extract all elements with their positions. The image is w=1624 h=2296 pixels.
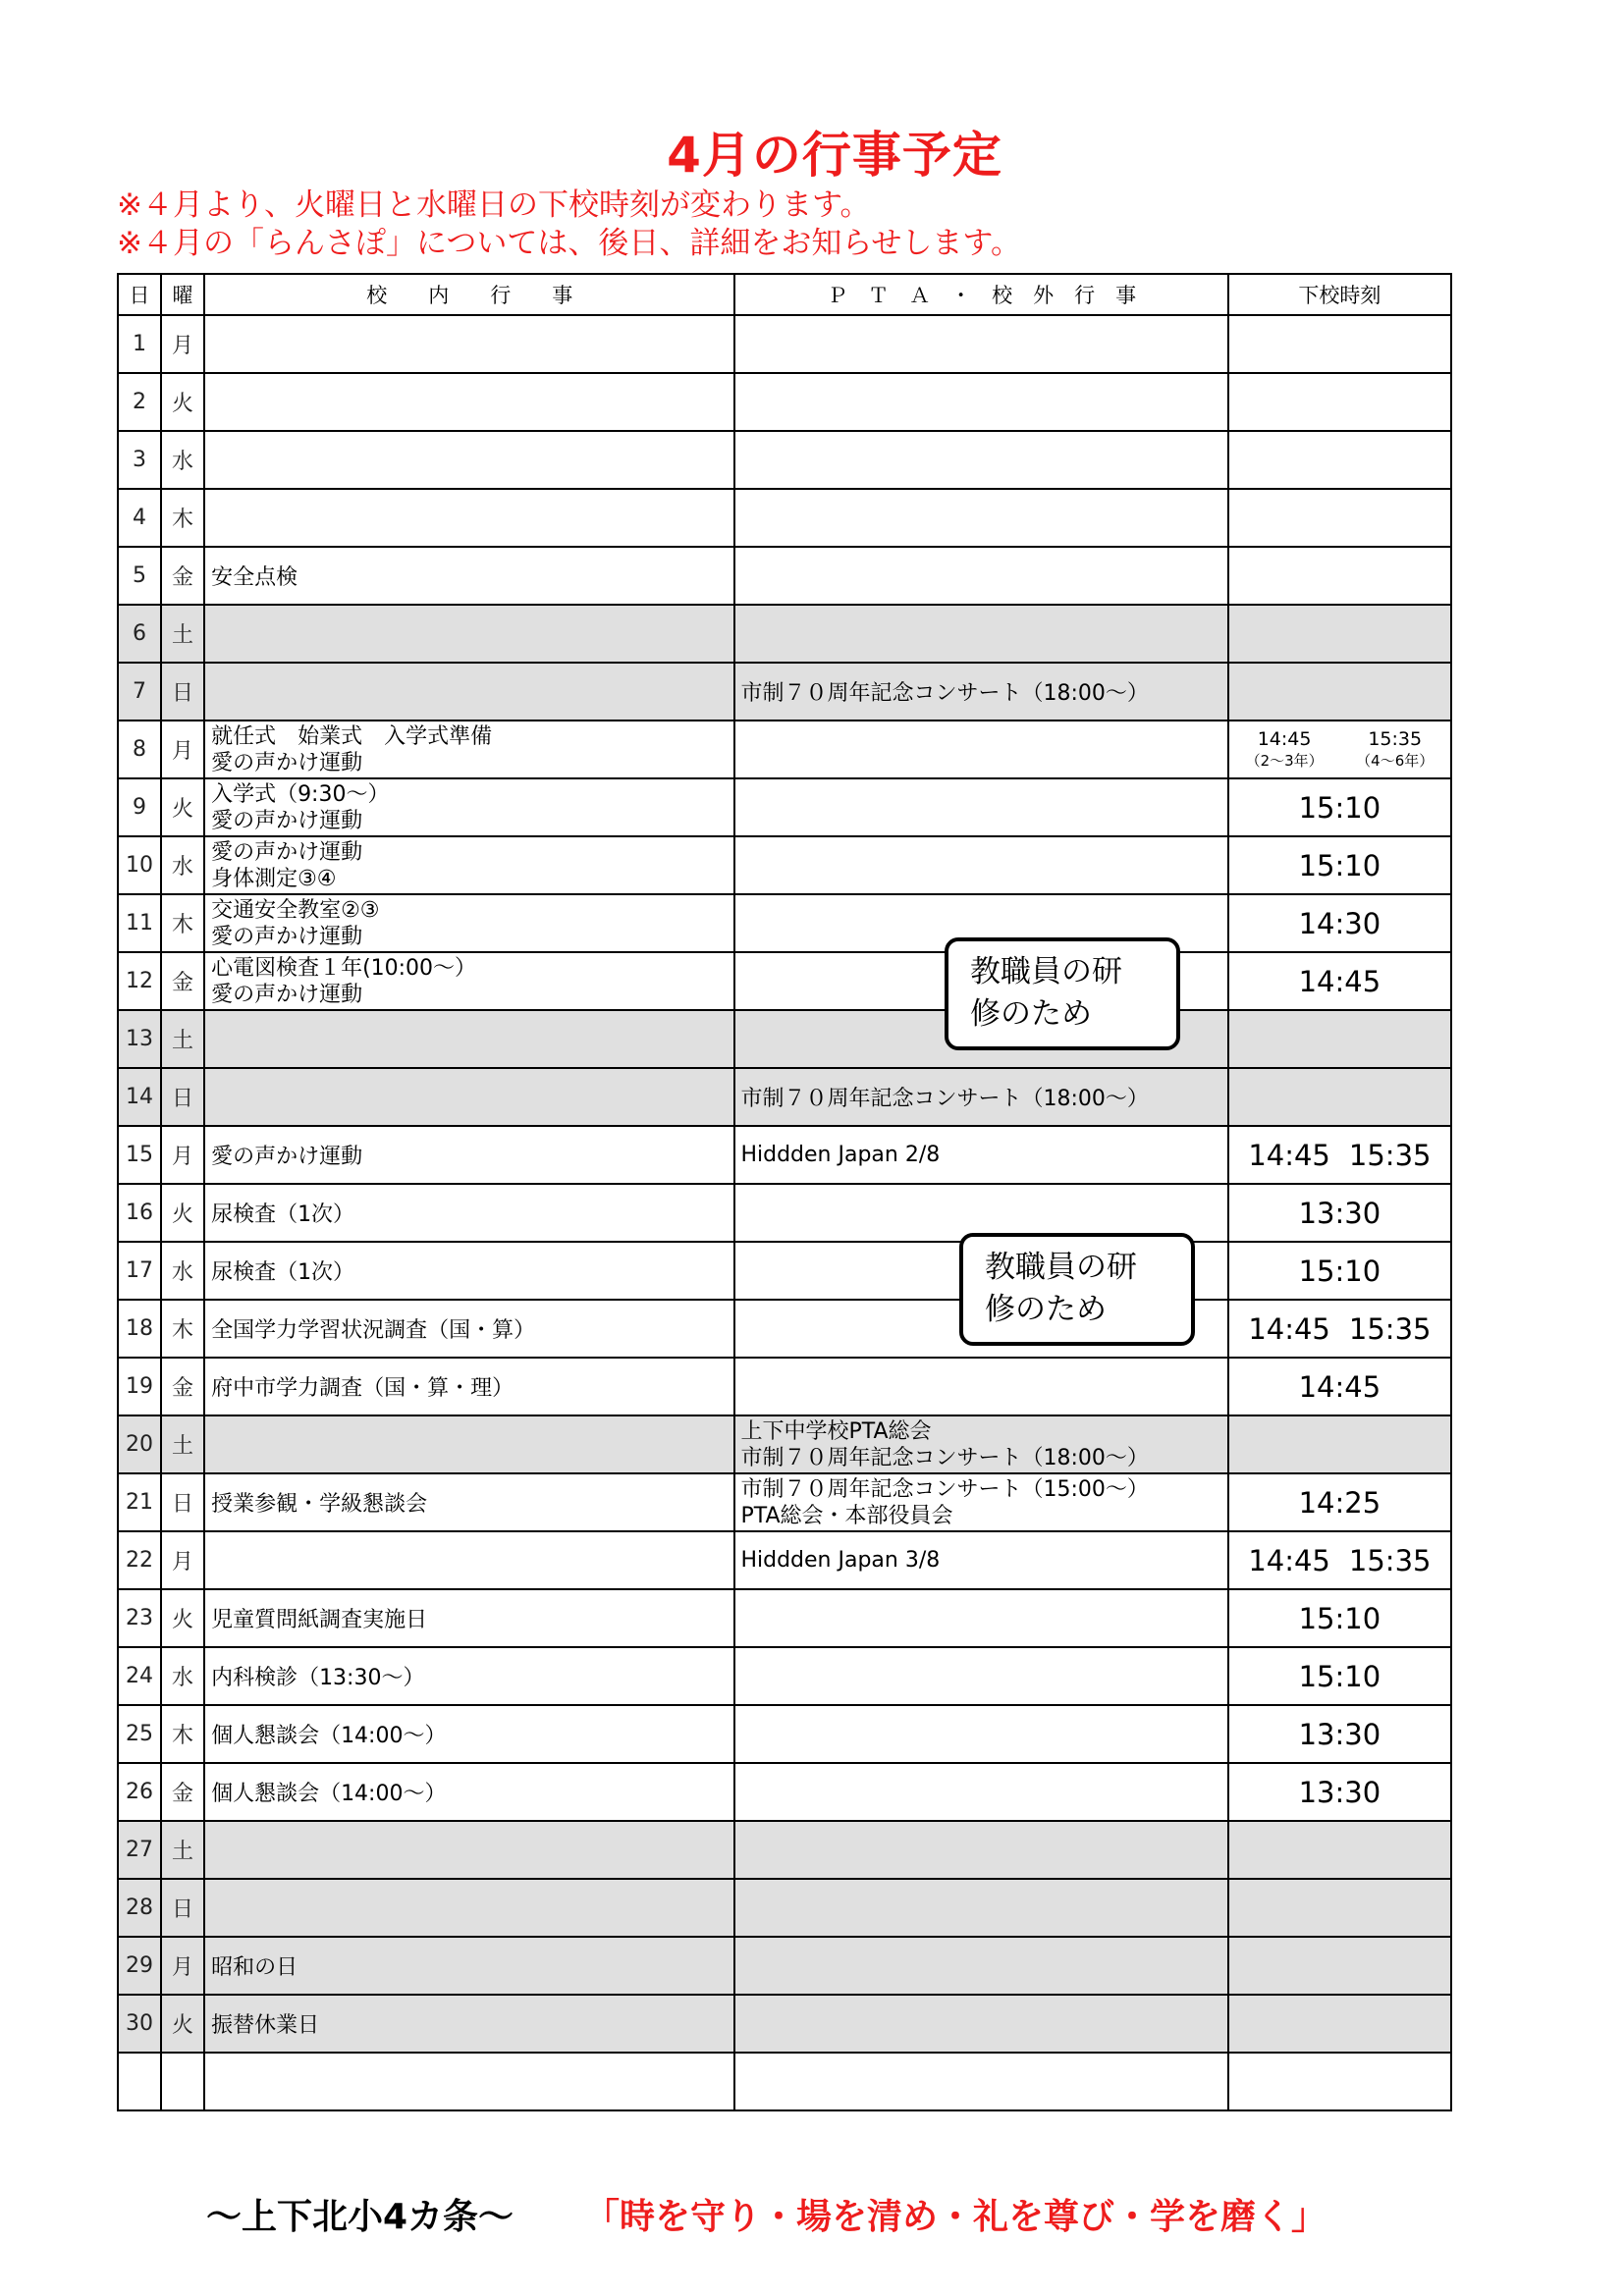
pta-event-cell xyxy=(734,1821,1227,1879)
event-text: 府中市学力調査（国・算・理） xyxy=(211,1376,514,1401)
dismissal-time-cell xyxy=(1228,1589,1451,1647)
school-event-cell xyxy=(204,1126,734,1184)
weekday-cell: 土 xyxy=(161,1010,204,1068)
school-event-cell xyxy=(204,315,734,373)
time-value: 15:10 xyxy=(1298,848,1381,882)
grade-time xyxy=(1356,728,1434,772)
weekday-cell: 金 xyxy=(161,952,204,1010)
school-event-cell xyxy=(204,836,734,894)
time-value: 13:30 xyxy=(1298,1196,1381,1230)
table-row xyxy=(118,1821,1451,1879)
table-row xyxy=(118,778,1451,836)
weekday-cell: 金 xyxy=(161,547,204,605)
header-pta-events: Ｐ Ｔ Ａ ・ 校 外 行 事 xyxy=(734,274,1227,315)
weekday-cell: 土 xyxy=(161,1415,204,1473)
day-cell: 14 xyxy=(118,1068,161,1126)
dismissal-time-cell xyxy=(1228,1763,1451,1821)
table-row xyxy=(118,836,1451,894)
dismissal-time-cell xyxy=(1228,1647,1451,1705)
day-cell: 6 xyxy=(118,605,161,663)
event-text: 市制７０周年記念コンサート（18:00～） xyxy=(740,681,1149,706)
event-text: 個人懇談会（14:00～） xyxy=(211,1782,447,1806)
day-cell: 9 xyxy=(118,778,161,836)
weekday-cell: 水 xyxy=(161,836,204,894)
event-text: PTA総会・本部役員会 xyxy=(740,1503,953,1528)
school-event-cell xyxy=(204,373,734,431)
weekday-cell xyxy=(161,2053,204,2110)
table-row xyxy=(118,489,1451,547)
day-cell: 2 xyxy=(118,373,161,431)
table-row xyxy=(118,605,1451,663)
event-text: 入学式（9:30～） xyxy=(211,781,390,807)
time-value: 13:30 xyxy=(1298,1717,1381,1751)
event-text: 市制７０周年記念コンサート（18:00～） xyxy=(740,1445,1149,1470)
time-value: 15:10 xyxy=(1298,1254,1381,1288)
weekday-cell: 月 xyxy=(161,315,204,373)
weekday-cell: 日 xyxy=(161,663,204,721)
event-text: 市制７０周年記念コンサート（18:00～） xyxy=(740,1087,1149,1111)
weekday-cell: 木 xyxy=(161,1300,204,1358)
grade-label: （2～3年） xyxy=(1245,751,1324,770)
day-cell: 17 xyxy=(118,1242,161,1300)
dismissal-time-cell xyxy=(1228,431,1451,489)
weekday-cell: 金 xyxy=(161,1763,204,1821)
callout-box xyxy=(959,1233,1195,1346)
dismissal-time-cell xyxy=(1228,836,1451,894)
dismissal-time-cell xyxy=(1228,2053,1451,2110)
callout-box xyxy=(945,937,1180,1050)
time-value: 14:45 xyxy=(1248,1138,1330,1172)
table-row xyxy=(118,1010,1451,1068)
school-event-cell xyxy=(204,1879,734,1937)
day-cell: 15 xyxy=(118,1126,161,1184)
day-cell: 22 xyxy=(118,1531,161,1589)
pta-event-cell xyxy=(734,1589,1227,1647)
dismissal-time-cell xyxy=(1228,1473,1451,1531)
event-text: 授業参観・学級懇談会 xyxy=(211,1492,428,1517)
event-text: 愛の声かけ運動 xyxy=(211,808,363,833)
header-dismissal-time: 下校時刻 xyxy=(1228,274,1451,315)
event-text: 愛の声かけ運動 xyxy=(211,924,363,949)
school-event-cell xyxy=(204,1184,734,1242)
notice-line: ※４月の「らんさぽ」については、後日、詳細をお知らせします。 xyxy=(117,226,1021,261)
event-text: 心電図検査１年(10:00～） xyxy=(211,955,477,981)
day-cell: 24 xyxy=(118,1647,161,1705)
schedule-body xyxy=(118,315,1451,2110)
day-cell: 21 xyxy=(118,1473,161,1531)
school-event-cell xyxy=(204,1531,734,1589)
weekday-cell: 日 xyxy=(161,1879,204,1937)
school-event-cell xyxy=(204,952,734,1010)
day-cell: 19 xyxy=(118,1358,161,1415)
weekday-cell: 木 xyxy=(161,894,204,952)
grade-label: （4～6年） xyxy=(1356,751,1435,770)
pta-event-cell xyxy=(734,1126,1227,1184)
table-header-row xyxy=(118,274,1451,315)
time-value: 15:35 xyxy=(1348,1311,1432,1346)
callout-text: 修のため xyxy=(970,996,1092,1032)
event-text: 振替休業日 xyxy=(211,2013,320,2038)
event-text: Hiddden Japan 2/8 xyxy=(740,1143,941,1167)
table-row xyxy=(118,663,1451,721)
event-text: 個人懇談会（14:00～） xyxy=(211,1724,447,1748)
time-value: 14:45 xyxy=(1298,964,1381,998)
pta-event-cell xyxy=(734,1531,1227,1589)
weekday-cell: 火 xyxy=(161,1184,204,1242)
pta-event-cell xyxy=(734,1879,1227,1937)
event-text: 尿検査（1次） xyxy=(211,1202,355,1227)
pta-event-cell xyxy=(734,1473,1227,1531)
day-cell: 13 xyxy=(118,1010,161,1068)
pta-event-cell xyxy=(734,1937,1227,1995)
event-text: 尿検査（1次） xyxy=(211,1260,355,1285)
dismissal-time-cell xyxy=(1228,1415,1451,1473)
pta-event-cell xyxy=(734,431,1227,489)
time-value: 13:30 xyxy=(1298,1775,1381,1809)
school-event-cell xyxy=(204,1473,734,1531)
footer-motto: 「時を守り・場を清め・礼を尊び・学を磨く」 xyxy=(584,2197,1327,2237)
event-text: 身体測定③④ xyxy=(211,866,337,891)
time-value: 15:35 xyxy=(1368,727,1423,750)
day-cell: 23 xyxy=(118,1589,161,1647)
school-event-cell xyxy=(204,894,734,952)
dismissal-time-cell xyxy=(1228,605,1451,663)
school-event-cell xyxy=(204,1821,734,1879)
day-cell: 16 xyxy=(118,1184,161,1242)
dismissal-time-cell xyxy=(1228,1010,1451,1068)
event-text: 愛の声かけ運動 xyxy=(211,750,363,775)
pta-event-cell xyxy=(734,605,1227,663)
time-value: 15:10 xyxy=(1298,1659,1381,1693)
school-event-cell xyxy=(204,663,734,721)
pta-event-cell xyxy=(734,1647,1227,1705)
day-cell: 25 xyxy=(118,1705,161,1763)
pta-event-cell xyxy=(734,1705,1227,1763)
table-row xyxy=(118,1705,1451,1763)
event-text: 上下中学校PTA総会 xyxy=(740,1418,932,1444)
day-cell: 30 xyxy=(118,1995,161,2053)
day-cell: 10 xyxy=(118,836,161,894)
time-value: 14:30 xyxy=(1298,906,1381,940)
table-row xyxy=(118,721,1451,778)
dismissal-time-cell xyxy=(1228,1879,1451,1937)
school-event-cell xyxy=(204,1415,734,1473)
school-event-cell xyxy=(204,1995,734,2053)
dismissal-time-cell xyxy=(1228,894,1451,952)
table-row xyxy=(118,373,1451,431)
table-row xyxy=(118,1763,1451,1821)
pta-event-cell xyxy=(734,1995,1227,2053)
school-event-cell xyxy=(204,2053,734,2110)
school-event-cell xyxy=(204,1705,734,1763)
event-text: 愛の声かけ運動 xyxy=(211,1145,363,1169)
weekday-cell: 水 xyxy=(161,431,204,489)
event-text: 交通安全教室②③ xyxy=(211,897,380,923)
dismissal-time-cell xyxy=(1228,1126,1451,1184)
table-row xyxy=(118,1300,1451,1358)
dismissal-time-cell xyxy=(1228,721,1451,778)
day-cell: 7 xyxy=(118,663,161,721)
pta-event-cell xyxy=(734,489,1227,547)
weekday-cell: 月 xyxy=(161,1126,204,1184)
pta-event-cell xyxy=(734,1068,1227,1126)
dismissal-time-cell xyxy=(1228,1358,1451,1415)
header-weekday: 曜 xyxy=(161,274,204,315)
table-row xyxy=(118,1068,1451,1126)
day-cell: 29 xyxy=(118,1937,161,1995)
table-row xyxy=(118,1589,1451,1647)
table-row xyxy=(118,1126,1451,1184)
time-value: 15:35 xyxy=(1348,1138,1432,1172)
time-value: 15:35 xyxy=(1348,1543,1432,1577)
page-title: 4月の行事予定 xyxy=(667,127,1002,184)
weekday-cell: 火 xyxy=(161,1589,204,1647)
time-value: 14:45 xyxy=(1298,1369,1381,1404)
pta-event-cell xyxy=(734,1763,1227,1821)
school-event-cell xyxy=(204,1763,734,1821)
event-text: Hiddden Japan 3/8 xyxy=(740,1548,941,1573)
weekday-cell: 水 xyxy=(161,1242,204,1300)
weekday-cell: 木 xyxy=(161,1705,204,1763)
day-cell: 20 xyxy=(118,1415,161,1473)
event-text: 児童質問紙調査実施日 xyxy=(211,1608,428,1632)
school-event-cell xyxy=(204,489,734,547)
day-cell xyxy=(118,2053,161,2110)
school-event-cell xyxy=(204,1589,734,1647)
weekday-cell: 日 xyxy=(161,1473,204,1531)
day-cell: 26 xyxy=(118,1763,161,1821)
dismissal-time-cell xyxy=(1228,1937,1451,1995)
weekday-cell: 火 xyxy=(161,373,204,431)
event-text: 全国学力学習状況調査（国・算） xyxy=(211,1318,536,1343)
time-value: 14:45 xyxy=(1257,727,1312,750)
callout-text: 教職員の研 xyxy=(970,954,1122,989)
dismissal-time-cell xyxy=(1228,1995,1451,2053)
school-event-cell xyxy=(204,721,734,778)
event-text: 愛の声かけ運動 xyxy=(211,839,363,865)
table-row xyxy=(118,894,1451,952)
day-cell: 5 xyxy=(118,547,161,605)
time-value: 15:10 xyxy=(1298,1601,1381,1635)
weekday-cell: 木 xyxy=(161,489,204,547)
day-cell: 3 xyxy=(118,431,161,489)
day-cell: 28 xyxy=(118,1879,161,1937)
event-text: 市制７０周年記念コンサート（15:00～） xyxy=(740,1476,1149,1502)
table-row xyxy=(118,1647,1451,1705)
school-event-cell xyxy=(204,605,734,663)
weekday-cell: 土 xyxy=(161,1821,204,1879)
header-school-events: 校 内 行 事 xyxy=(204,274,734,315)
weekday-cell: 月 xyxy=(161,1531,204,1589)
weekday-cell: 月 xyxy=(161,721,204,778)
table-row xyxy=(118,1473,1451,1531)
event-text: 内科検診（13:30～） xyxy=(211,1666,425,1690)
school-event-cell xyxy=(204,1300,734,1358)
school-event-cell xyxy=(204,1937,734,1995)
weekday-cell: 水 xyxy=(161,1647,204,1705)
day-cell: 27 xyxy=(118,1821,161,1879)
weekday-cell: 月 xyxy=(161,1937,204,1995)
weekday-cell: 火 xyxy=(161,1995,204,2053)
dismissal-time-cell xyxy=(1228,315,1451,373)
dismissal-time-cell xyxy=(1228,547,1451,605)
table-row xyxy=(118,1531,1451,1589)
pta-event-cell xyxy=(734,721,1227,778)
school-event-cell xyxy=(204,1010,734,1068)
table-row xyxy=(118,547,1451,605)
pta-event-cell xyxy=(734,315,1227,373)
school-event-cell xyxy=(204,1068,734,1126)
day-cell: 8 xyxy=(118,721,161,778)
event-text: 安全点検 xyxy=(211,565,298,590)
event-text: 就任式 始業式 入学式準備 xyxy=(211,723,493,749)
dismissal-time-cell xyxy=(1228,1068,1451,1126)
time-value: 15:10 xyxy=(1298,790,1381,825)
pta-event-cell xyxy=(734,547,1227,605)
time-value: 14:25 xyxy=(1298,1485,1381,1520)
pta-event-cell xyxy=(734,836,1227,894)
pta-event-cell xyxy=(734,2053,1227,2110)
pta-event-cell xyxy=(734,1358,1227,1415)
weekday-cell: 土 xyxy=(161,605,204,663)
callout-text: 修のため xyxy=(985,1292,1107,1327)
time-value: 14:45 xyxy=(1248,1543,1330,1577)
event-text: 愛の声かけ運動 xyxy=(211,982,363,1007)
weekday-cell: 日 xyxy=(161,1068,204,1126)
table-row xyxy=(118,1415,1451,1473)
table-row xyxy=(118,1995,1451,2053)
event-text: 昭和の日 xyxy=(211,1955,298,1980)
table-row xyxy=(118,1937,1451,1995)
pta-event-cell xyxy=(734,663,1227,721)
dismissal-time-cell xyxy=(1228,489,1451,547)
day-cell: 18 xyxy=(118,1300,161,1358)
dismissal-time-cell xyxy=(1228,373,1451,431)
dismissal-time-cell xyxy=(1228,1300,1451,1358)
weekday-cell: 金 xyxy=(161,1358,204,1415)
header-day: 日 xyxy=(118,274,161,315)
day-cell: 11 xyxy=(118,894,161,952)
table-row xyxy=(118,1879,1451,1937)
table-row xyxy=(118,1184,1451,1242)
dismissal-time-cell xyxy=(1228,1705,1451,1763)
grade-time xyxy=(1246,728,1324,772)
school-event-cell xyxy=(204,1242,734,1300)
day-cell: 12 xyxy=(118,952,161,1010)
dismissal-time-cell xyxy=(1228,663,1451,721)
table-row xyxy=(118,431,1451,489)
pta-event-cell xyxy=(734,778,1227,836)
callout-text: 教職員の研 xyxy=(985,1250,1137,1285)
pta-event-cell xyxy=(734,1415,1227,1473)
day-cell: 4 xyxy=(118,489,161,547)
table-row xyxy=(118,315,1451,373)
footer-motto-title: ～上下北小4カ条～ xyxy=(206,2197,514,2237)
dismissal-time-cell xyxy=(1228,1531,1451,1589)
dismissal-time-cell xyxy=(1228,1821,1451,1879)
day-cell: 1 xyxy=(118,315,161,373)
school-event-cell xyxy=(204,778,734,836)
pta-event-cell xyxy=(734,373,1227,431)
school-event-cell xyxy=(204,431,734,489)
table-row xyxy=(118,2053,1451,2110)
school-event-cell xyxy=(204,1358,734,1415)
table-row xyxy=(118,1358,1451,1415)
dismissal-time-cell xyxy=(1228,1184,1451,1242)
school-event-cell xyxy=(204,1647,734,1705)
time-value: 14:45 xyxy=(1248,1311,1330,1346)
dismissal-time-cell xyxy=(1228,778,1451,836)
weekday-cell: 火 xyxy=(161,778,204,836)
notice-line: ※４月より、火曜日と水曜日の下校時刻が変わります。 xyxy=(117,187,871,223)
schedule-table xyxy=(117,273,1452,2111)
school-event-cell xyxy=(204,547,734,605)
